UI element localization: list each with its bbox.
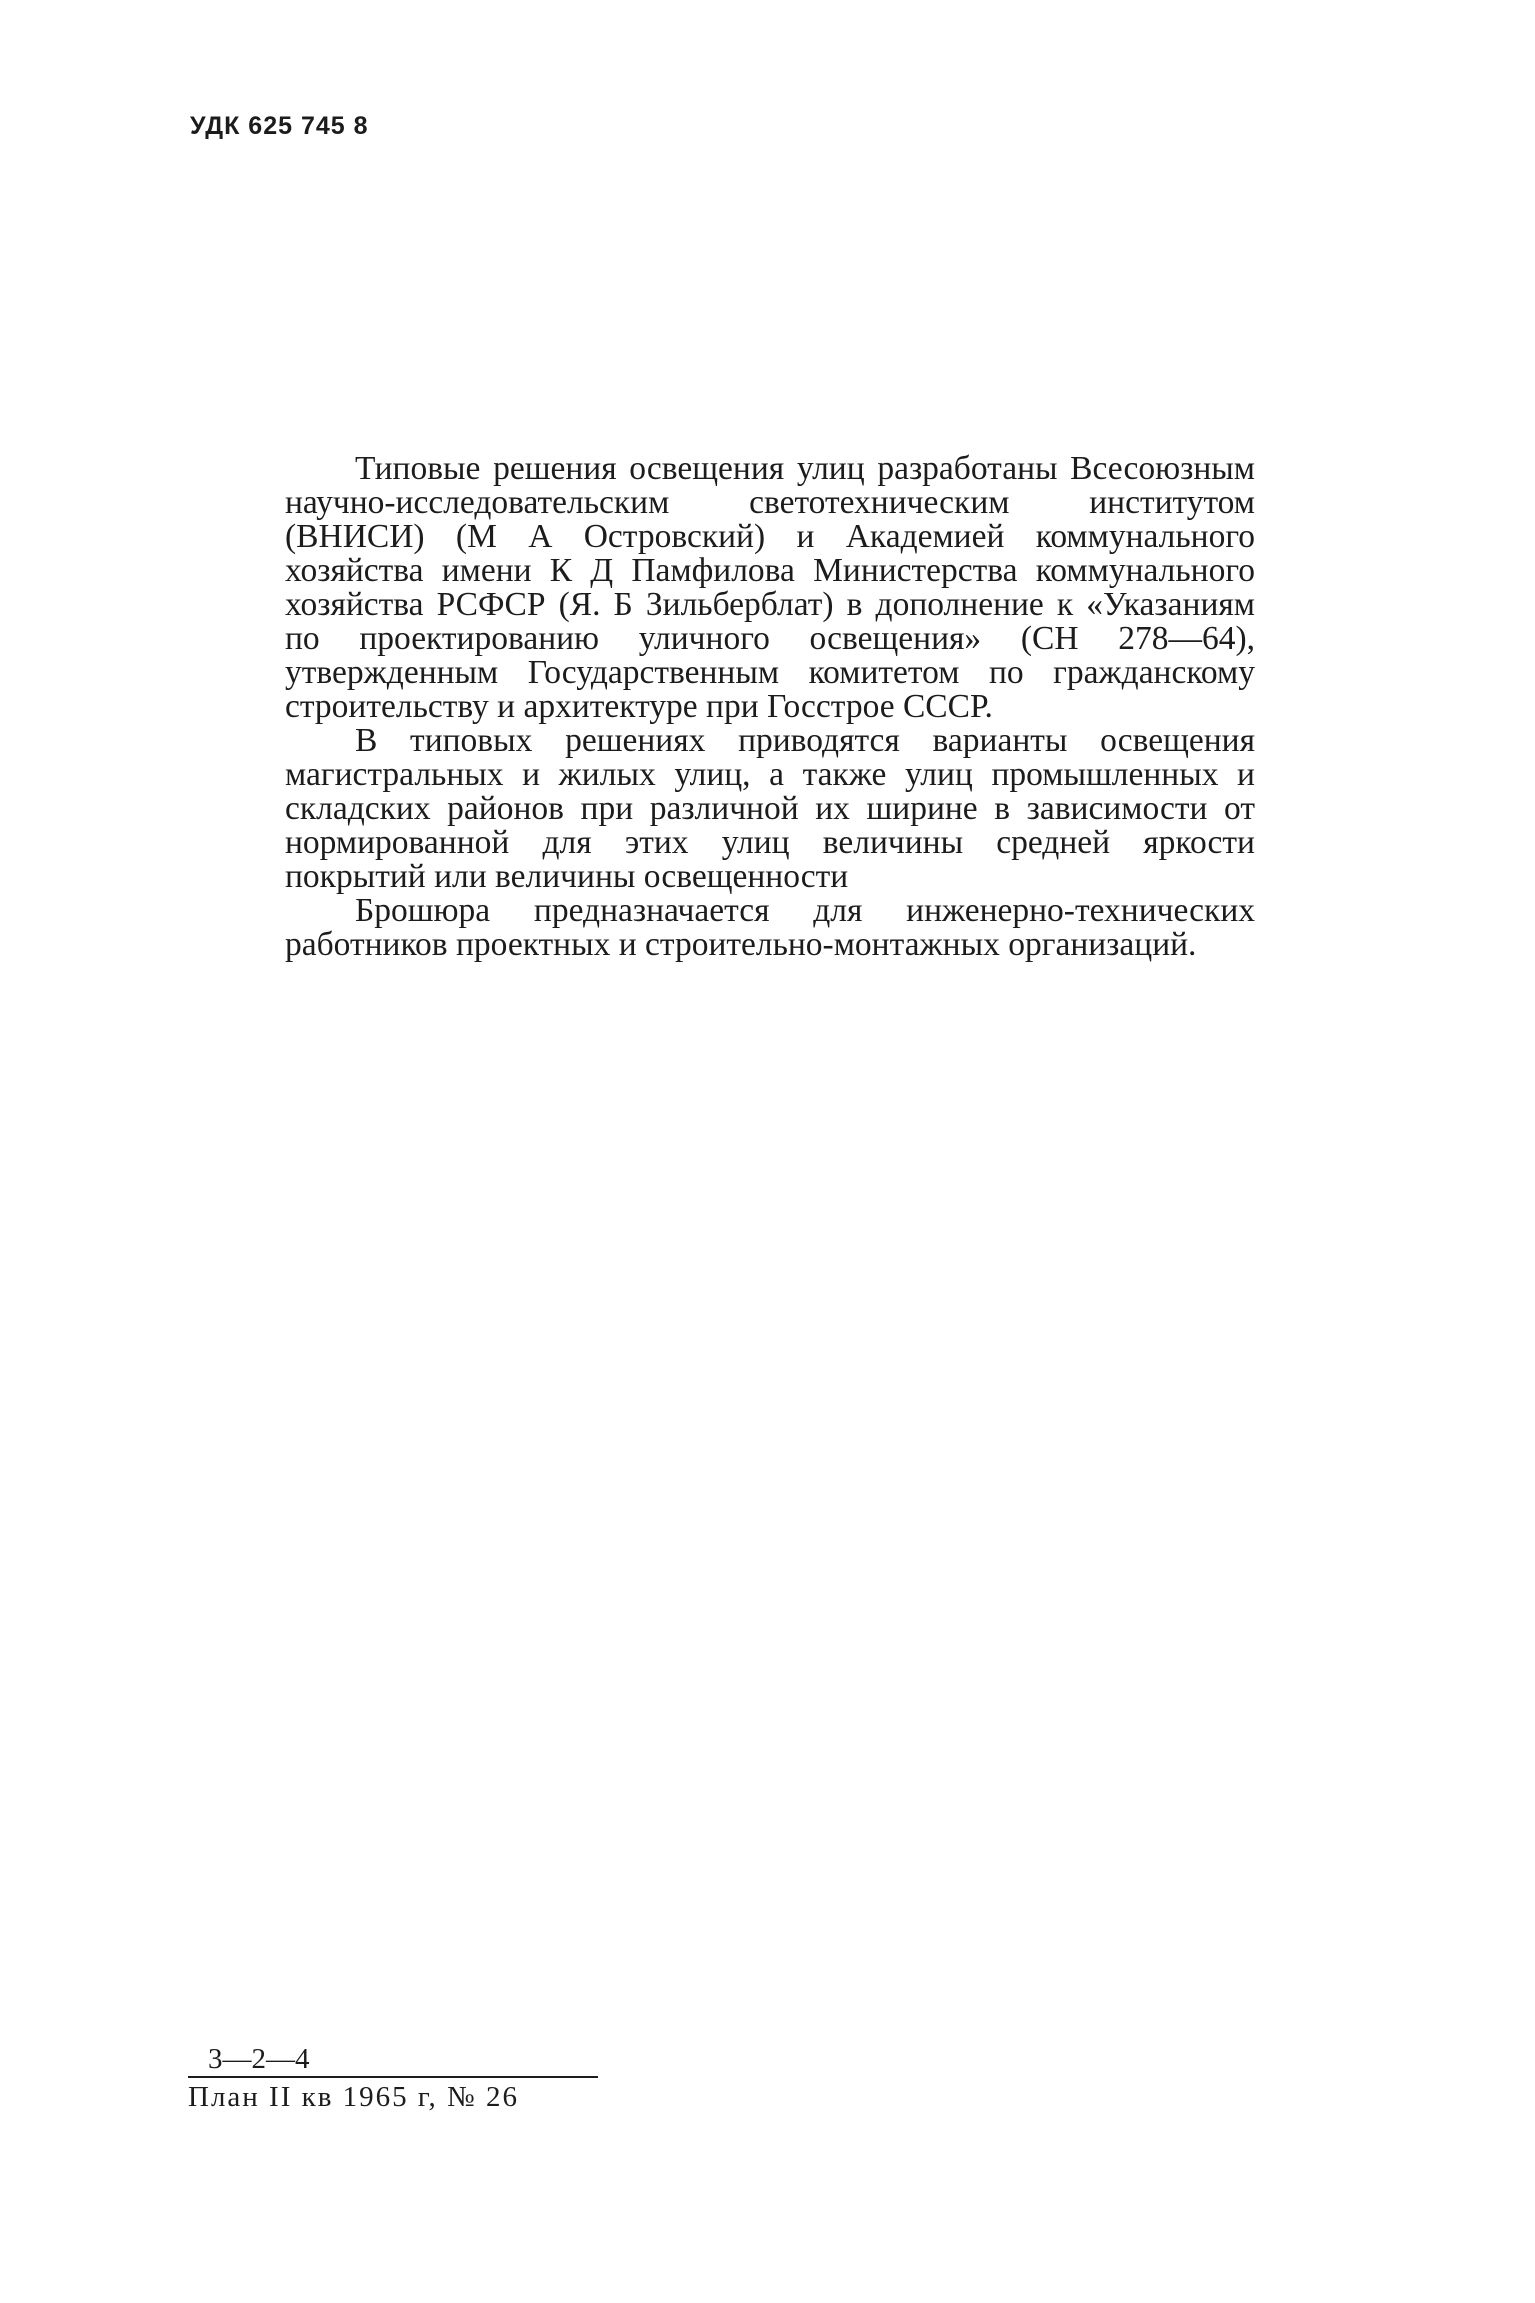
publication-plan: План II кв 1965 г, № 26 (188, 2081, 519, 2113)
paragraph-authors: Типовые решения освещения улиц разработаны Всесоюзным научно-исследовательским светотехническим институтом (ВНИСИ) (М А Островский) и Академией коммунального хозяйства имени К Д Памфилова Министерства коммунального хозяйства РСФСР (Я. Б Зильберблат) в дополнение к «Указаниям по проектированию уличного освещения» (СН 278—64), утвержденным Государственным комитетом по гражданскому строительству и архитектуре при Госстрое СССР. (285, 450, 1255, 725)
imprint-rule (188, 2076, 598, 2078)
imprint-block (188, 2042, 598, 2114)
catalog-code: 3—2—4 (208, 2043, 310, 2075)
udk-code: УДК 625 745 8 (190, 112, 369, 140)
annotation-text (285, 452, 1255, 962)
paragraph-audience: Брошюра предназначается для инженерно-технических работников проектных и строительно-монтажных организаций. (285, 892, 1255, 963)
paragraph-contents: В типовых решениях приводятся варианты освещения магистральных и жилых улиц, а также улиц промышленных и складских районов при различной их ширине в зависимости от нормированной для этих улиц величины средней яркости покрытий или величины освещенности (285, 722, 1255, 895)
